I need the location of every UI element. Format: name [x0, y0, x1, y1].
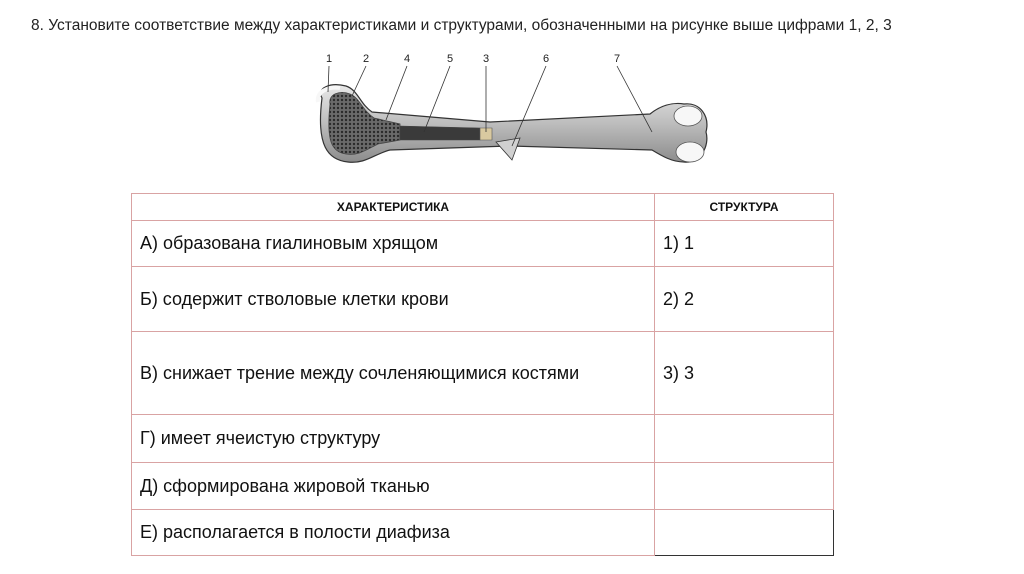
- characteristic-cell: В) снижает трение между сочленяющимися костями: [132, 332, 655, 415]
- characteristic-cell: Б) содержит стволовые клетки крови: [132, 267, 655, 332]
- matching-table: [131, 193, 834, 556]
- structure-cell: [655, 510, 834, 556]
- question-text: 8. Установите соответствие между характеристиками и структурами, обозначенными на рисунке выше цифрами 1, 2, 3: [31, 17, 892, 34]
- figure-label-7: 7: [614, 53, 621, 65]
- figure-label-1: 1: [326, 53, 333, 65]
- table-row: [132, 267, 834, 332]
- figure-label-3: 3: [483, 53, 490, 65]
- table-row: [132, 415, 834, 463]
- header-characteristic: ХАРАКТЕРИСТИКА: [132, 194, 655, 221]
- structure-cell: 3) 3: [655, 332, 834, 415]
- figure-label-5: 5: [447, 53, 454, 65]
- characteristic-cell: Е) располагается в полости диафиза: [132, 510, 655, 556]
- characteristic-cell: А) образована гиалиновым хрящом: [132, 221, 655, 267]
- table-row: [132, 332, 834, 415]
- characteristic-cell: Г) имеет ячеистую структуру: [132, 415, 655, 463]
- figure-label-4: 4: [404, 53, 411, 65]
- structure-cell: 1) 1: [655, 221, 834, 267]
- figure-label-6: 6: [543, 53, 550, 65]
- table-header-row: [132, 194, 834, 221]
- structure-cell: 2) 2: [655, 267, 834, 332]
- femur-illustration: [300, 46, 740, 182]
- table-row: [132, 463, 834, 510]
- characteristic-cell: Д) сформирована жировой тканью: [132, 463, 655, 510]
- structure-cell: [655, 463, 834, 510]
- bone-figure: [300, 46, 740, 182]
- structure-cell: [655, 415, 834, 463]
- table-row: [132, 221, 834, 267]
- header-structure: СТРУКТУРА: [655, 194, 834, 221]
- figure-label-2: 2: [363, 53, 370, 65]
- table-row: [132, 510, 834, 556]
